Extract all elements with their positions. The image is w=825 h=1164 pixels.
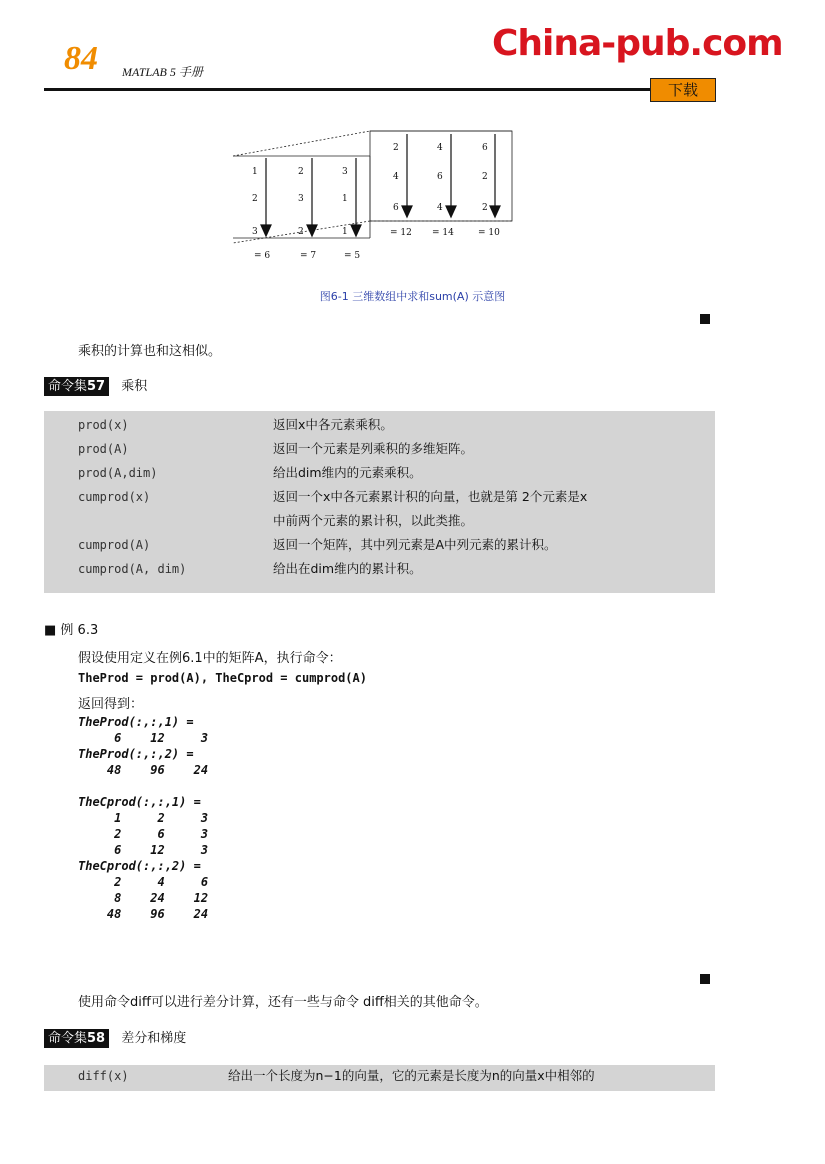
output-line: 48 96 24	[78, 907, 209, 921]
command-row	[44, 417, 715, 441]
output-line: TheCprod(:,:,1) =	[78, 795, 201, 809]
command-description: 中前两个元素的累计积，以此类推。	[273, 513, 474, 528]
left-matrix-cell: 2	[252, 194, 258, 204]
command-syntax: diff(x)	[78, 1069, 129, 1083]
command-table-57	[44, 411, 715, 593]
command-set-57-tag: 命令集57	[44, 377, 109, 396]
left-matrix-cell: 3	[298, 194, 304, 204]
example-returns: 返回得到：	[78, 697, 144, 712]
book-title: MATLAB 5 手册	[122, 65, 203, 79]
command-description: 给出在dim维内的累计积。	[273, 561, 422, 576]
figure-caption: 图6-1 三维数组中求和sum(A) 示意图	[319, 290, 506, 303]
output-line: 1 2 3	[78, 811, 209, 825]
command-table-58	[44, 1065, 715, 1091]
right-column-sum: = 10	[478, 228, 500, 238]
left-matrix-cell: 3	[342, 167, 348, 177]
left-matrix-cell: 1	[252, 167, 258, 177]
left-matrix-cell: 2	[298, 227, 304, 237]
command-syntax: prod(A)	[78, 442, 129, 456]
command-row	[44, 465, 715, 489]
right-column-sum: = 14	[432, 228, 454, 238]
left-matrix-cell: 3	[252, 227, 258, 237]
command-set-57-heading	[44, 375, 147, 394]
command-description: 返回一个矩阵，其中列元素是A中列元素的累计积。	[273, 537, 557, 552]
command-row	[44, 537, 715, 561]
output-line: 6 12 3	[78, 843, 209, 857]
right-matrix-cell: 2	[482, 203, 488, 213]
command-syntax: cumprod(A)	[78, 538, 151, 552]
command-row	[44, 561, 715, 585]
command-row	[44, 1068, 715, 1090]
command-set-57-title: 乘积	[121, 379, 148, 394]
command-set-58-tag: 命令集58	[44, 1029, 109, 1048]
command-syntax: cumprod(A, dim)	[78, 562, 187, 576]
command-description: 返回一个元素是列乘积的多维矩阵。	[273, 441, 474, 456]
left-matrix-labels	[252, 167, 360, 261]
right-matrix-cell: 4	[437, 203, 443, 213]
output-line	[78, 778, 208, 794]
command-set-58-title: 差分和梯度	[121, 1031, 187, 1046]
output-line: 2 4 6	[78, 875, 209, 889]
right-matrix-cell: 4	[393, 172, 399, 182]
paragraph-product-intro: 乘积的计算也和这相似。	[78, 344, 222, 359]
left-matrix-cell: 1	[342, 227, 348, 237]
left-matrix-cell: 1	[342, 194, 348, 204]
command-set-58-heading	[44, 1027, 186, 1046]
command-description: 给出dim维内的元素乘积。	[273, 465, 422, 480]
command-syntax: prod(x)	[78, 418, 129, 432]
china-pub-logo: China-pub.com	[492, 23, 783, 64]
right-matrix-cell: 2	[482, 172, 488, 182]
command-syntax: cumprod(x)	[78, 490, 151, 504]
left-column-sum: = 7	[300, 251, 317, 261]
output-line: 48 96 24	[78, 763, 209, 777]
command-row	[44, 513, 715, 537]
right-matrix-cell: 4	[437, 143, 443, 153]
right-matrix-cell: 6	[437, 172, 443, 182]
output-line: 8 24 12	[78, 891, 209, 905]
paragraph-diff-intro: 使用命令diff可以进行差分计算，还有一些与命令 diff相关的其他命令。	[78, 995, 488, 1010]
download-badge: 下载	[650, 78, 716, 102]
right-column-sum: = 12	[390, 228, 412, 238]
command-row	[44, 489, 715, 513]
right-matrix-cell: 6	[393, 203, 399, 213]
output-line: TheCprod(:,:,2) =	[78, 859, 201, 873]
command-description: 返回一个x中各元素累计积的向量，也就是第 2个元素是x	[273, 489, 588, 504]
command-description: 给出一个长度为n−1的向量，它的元素是长度为n的向量x中相邻的	[228, 1068, 595, 1083]
right-matrix-cell: 2	[393, 143, 399, 153]
output-line: TheProd(:,:,1) =	[78, 715, 194, 729]
right-matrix-cell: 6	[482, 143, 488, 153]
command-row	[44, 441, 715, 465]
command-description: 返回x中各元素乘积。	[273, 417, 393, 432]
example-intro: 假设使用定义在例6.1中的矩阵A，执行命令：	[78, 651, 342, 666]
page-number: 84	[64, 40, 98, 77]
sum-3d-array-figure	[230, 128, 530, 264]
left-matrix-cell: 2	[298, 167, 304, 177]
end-block-marker	[700, 314, 710, 324]
left-column-sum: = 6	[254, 251, 271, 261]
output-line: TheProd(:,:,2) =	[78, 747, 194, 761]
output-line: 2 6 3	[78, 827, 209, 841]
command-syntax: prod(A,dim)	[78, 466, 158, 480]
end-block-marker-2	[700, 974, 710, 984]
left-column-sum: = 5	[344, 251, 361, 261]
output-line: 6 12 3	[78, 731, 209, 745]
example-output	[78, 714, 208, 922]
example-command: TheProd = prod(A), TheCprod = cumprod(A)	[78, 671, 367, 685]
header-rule	[44, 88, 650, 91]
example-heading: ■ 例 6.3	[44, 623, 99, 638]
